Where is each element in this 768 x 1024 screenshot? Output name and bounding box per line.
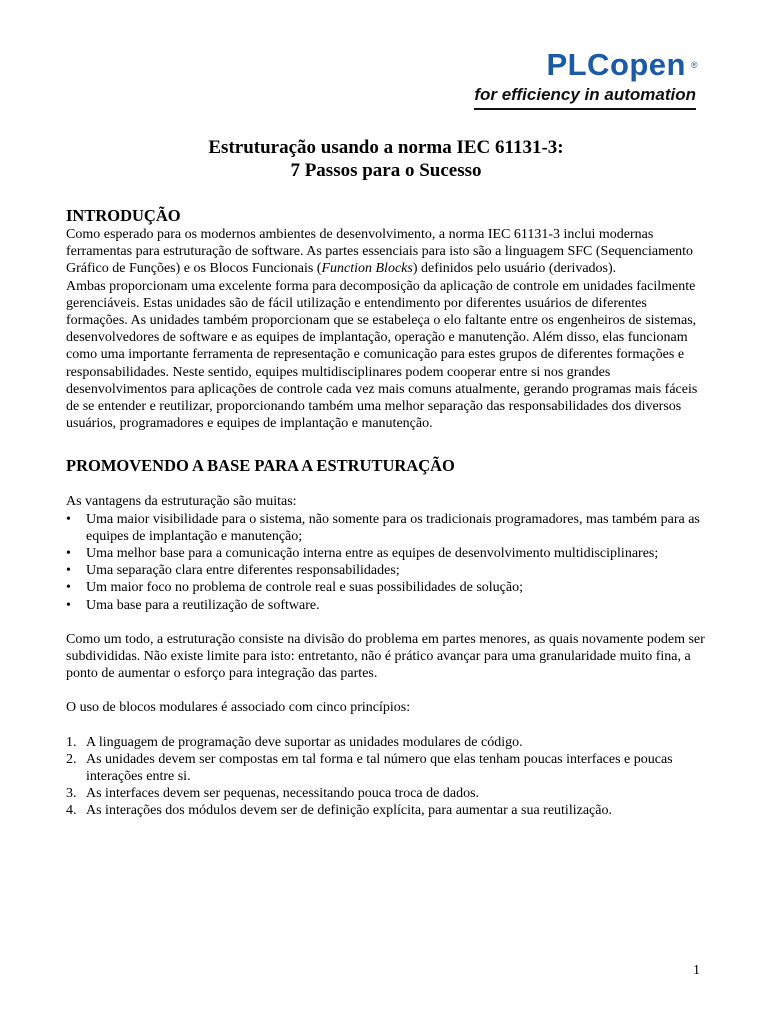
list-item: • Uma separação clara entre diferentes responsabilidades; (66, 562, 706, 579)
page-number: 1 (693, 963, 700, 978)
title-line-1: Estruturação usando a norma IEC 61131-3: (208, 137, 564, 158)
section2-lead: As vantagens da estruturação são muitas: (66, 494, 297, 510)
document-title (66, 136, 706, 182)
principles-list (66, 734, 706, 820)
list-item (66, 802, 706, 819)
logo-tagline: for efficiency in automation (474, 84, 696, 110)
list-number: 1. (66, 734, 77, 750)
list-item (66, 785, 706, 802)
list-number: 3. (66, 786, 77, 802)
intro-paragraph-2: Ambas proporcionam uma excelente forma para decomposição da aplicação de controle em unidades facilmente gerenciáveis. Estas unidades são de fácil utilização e entendimento por diferentes usuários de diferentes formações. As unidades também proporcionam que se estabeleça o elo faltante entre os engenheiros de sistemas, desenvolvedores de software e as equipes de implantação, operação e manutenção. Além disso, elas funcionam como uma importante ferramenta de representação e comunicação para estes grupos de diferentes formações e responsabilidades. Neste sentido, equipes multidisciplinares podem cooperar entre si nos grandes desenvolvimentos para aplicações de controle cada vez mais comuns atualmente, gerando programas mais fáceis de se entender e reutilizar, proporcionando também uma melhor separação das responsabilidades dos diversos usuários, programadores e equipes de implantação e manutenção. (66, 278, 698, 432)
intro-p1-text-b: ) definidos pelo usuário (derivados). (412, 261, 617, 277)
title-line-2: 7 Passos para o Sucesso (290, 160, 482, 181)
intro-heading: INTRODUÇÃO (66, 206, 181, 225)
spacer (66, 432, 706, 456)
list-item: • Um maior foco no problema de controle real e suas possibilidades de solução; (66, 579, 706, 596)
registered-mark: ® (690, 60, 698, 70)
logo-name (546, 48, 696, 82)
list-item (66, 734, 706, 751)
list-number: 2. (66, 751, 77, 767)
list-text: As unidades devem ser compostas em tal forma e tal número que elas tenham poucas interfaces e poucas interações entre si. (86, 751, 673, 785)
spacer (66, 476, 706, 493)
modular-paragraph: O uso de blocos modulares é associado com cinco princípios: (66, 700, 411, 716)
structuring-paragraph: Como um todo, a estruturação consiste na divisão do problema em partes menores, as quais novamente podem ser subdivididas. Não existe limite para isto: entretanto, não é prático avançar para uma granularidade muito fina, a ponto de aumentar o esforço para integração das partes. (66, 631, 705, 682)
logo-wordmark: PLCopen (546, 47, 686, 82)
list-item: • Uma base para a reutilização de software. (66, 597, 706, 614)
spacer (66, 614, 706, 631)
intro-p1-text-a: Como esperado para os modernos ambientes de desenvolvimento, a norma IEC 61131-3 inclui modernas ferramentas para estruturação de software. As partes essenciais para isto são a linguagem SFC (Sequenciamento Gráfico de Funções) e os Blocos Funcionais ( (66, 227, 694, 277)
list-number: 4. (66, 803, 77, 819)
advantages-list (66, 511, 706, 614)
plcopen-logo (474, 48, 696, 110)
list-item: • Uma melhor base para a comunicação interna entre as equipes de desenvolvimento multidisciplinares; (66, 545, 706, 562)
list-text: A linguagem de programação deve suportar as unidades modulares de código. (86, 734, 523, 750)
list-text: As interações dos módulos devem ser de definição explícita, para aumentar a sua reutilização. (86, 803, 612, 819)
intro-paragraph-1 (66, 226, 706, 278)
document-body (66, 136, 706, 820)
list-text: As interfaces devem ser pequenas, necessitando pouca troca de dados. (86, 786, 480, 802)
section2-heading: PROMOVENDO A BASE PARA A ESTRUTURAÇÃO (66, 456, 455, 476)
spacer (66, 717, 706, 734)
list-item (66, 751, 706, 785)
list-item: • Uma maior visibilidade para o sistema, não somente para os tradicionais programadores, mas também para as equipes de implantação e manutenção; (66, 511, 706, 545)
spacer (66, 682, 706, 699)
intro-p1-emphasis: Function Blocks (321, 261, 413, 277)
